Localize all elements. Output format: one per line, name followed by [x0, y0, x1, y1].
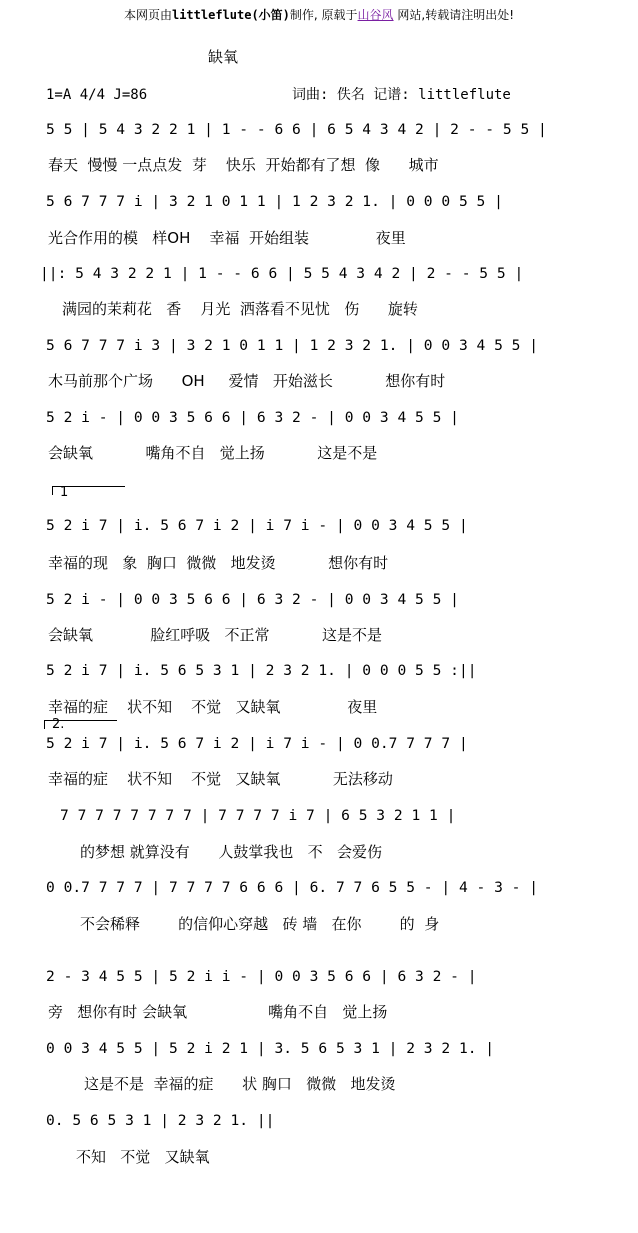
lyric-line: 满园的茉莉花 香 月光 洒落看不见忧 伤 旋转: [62, 300, 418, 318]
notation-line: 2 - 3 4 5 5 | 5 2 i i - | 0 0 3 5 6 6 | 6 3 2 - |: [46, 968, 477, 985]
page-header: [0, 9, 638, 21]
volta-label-1: 1: [60, 485, 69, 500]
header-suffix: 网站,转载请注明出处!: [393, 8, 515, 22]
notation-line: 0 0 3 4 5 5 | 5 2 i 2 1 | 3. 5 6 5 3 1 | 2 3 2 1. |: [46, 1040, 495, 1057]
lyric-line: 光合作用的模 样OH 幸福 开始组装 夜里: [48, 229, 406, 247]
notation-line: 5 2 i 7 | i. 5 6 7 i 2 | i 7 i - | 0 0 3 4 5 5 |: [46, 517, 468, 534]
notation-line: 0 0.7 7 7 7 | 7 7 7 7 6 6 6 | 6. 7 7 6 5 5 - | 4 - 3 - |: [46, 879, 539, 896]
lyric-line: 不知 不觉 又缺氧: [76, 1148, 210, 1166]
notation-line: 5 5 | 5 4 3 2 2 1 | 1 - - 6 6 | 6 5 4 3 4 2 | 2 - - 5 5 |: [46, 121, 547, 138]
lyric-line: 会缺氧 脸红呼吸 不正常 这是不是: [48, 626, 382, 644]
credits: 词曲: 佚名 记谱: littleflute: [292, 87, 511, 103]
lyric-line: 幸福的症 状不知 不觉 又缺氧 夜里: [48, 698, 378, 716]
lyric-line: 旁 想你有时 会缺氧 嘴角不自 觉上扬: [48, 1003, 388, 1021]
notation-line: 5 6 7 7 7 i 3 | 3 2 1 0 1 1 | 1 2 3 2 1. | 0 0 3 4 5 5 |: [46, 337, 539, 354]
notation-line: 5 6 7 7 7 i | 3 2 1 0 1 1 | 1 2 3 2 1. | 0 0 0 5 5 |: [46, 193, 503, 210]
header-author: littleflute(小笛): [171, 8, 290, 22]
song-title: 缺氧: [208, 48, 239, 66]
lyric-line: 幸福的现 象 胸口 微微 地发烫 想你有时: [48, 554, 389, 572]
volta-label-2: 2.: [52, 717, 65, 732]
header-middle: 制作, 原载于: [289, 8, 358, 22]
lyric-line: 不会稀释 的信仰心穿越 砖 墙 在你 的 身: [80, 915, 440, 933]
lyric-line: 春天 慢慢 一点点发 芽 快乐 开始都有了想 像 城市: [48, 156, 439, 174]
key-info: 1=A 4/4 J=86: [46, 87, 148, 103]
lyric-line: 木马前那个广场 OH 爱情 开始滋长 想你有时: [48, 372, 446, 390]
lyric-line: 这是不是 幸福的症 状 胸口 微微 地发烫: [84, 1075, 396, 1093]
header-prefix: 本网页由: [123, 8, 172, 22]
notation-line: 0. 5 6 5 3 1 | 2 3 2 1. ||: [46, 1112, 275, 1129]
notation-line: ||: 5 4 3 2 2 1 | 1 - - 6 6 | 5 5 4 3 4 2 | 2 - - 5 5 |: [40, 265, 524, 282]
notation-line: 7 7 7 7 7 7 7 7 | 7 7 7 7 i 7 | 6 5 3 2 1 1 |: [60, 807, 456, 824]
lyric-line: 的梦想 就算没有 人鼓掌我也 不 会爱伤: [80, 843, 382, 861]
notation-line: 5 2 i 7 | i. 5 6 7 i 2 | i 7 i - | 0 0.7 7 7 7 |: [46, 735, 468, 752]
lyric-line: 幸福的症 状不知 不觉 又缺氧 无法移动: [48, 770, 393, 788]
notation-line: 5 2 i 7 | i. 5 6 5 3 1 | 2 3 2 1. | 0 0 0 5 5 :||: [46, 662, 477, 679]
site-link[interactable]: 山谷风: [357, 8, 394, 22]
notation-line: 5 2 i - | 0 0 3 5 6 6 | 6 3 2 - | 0 0 3 4 5 5 |: [46, 591, 459, 608]
notation-line: 5 2 i - | 0 0 3 5 6 6 | 6 3 2 - | 0 0 3 4 5 5 |: [46, 409, 459, 426]
lyric-line: 会缺氧 嘴角不自 觉上扬 这是不是: [48, 444, 378, 462]
